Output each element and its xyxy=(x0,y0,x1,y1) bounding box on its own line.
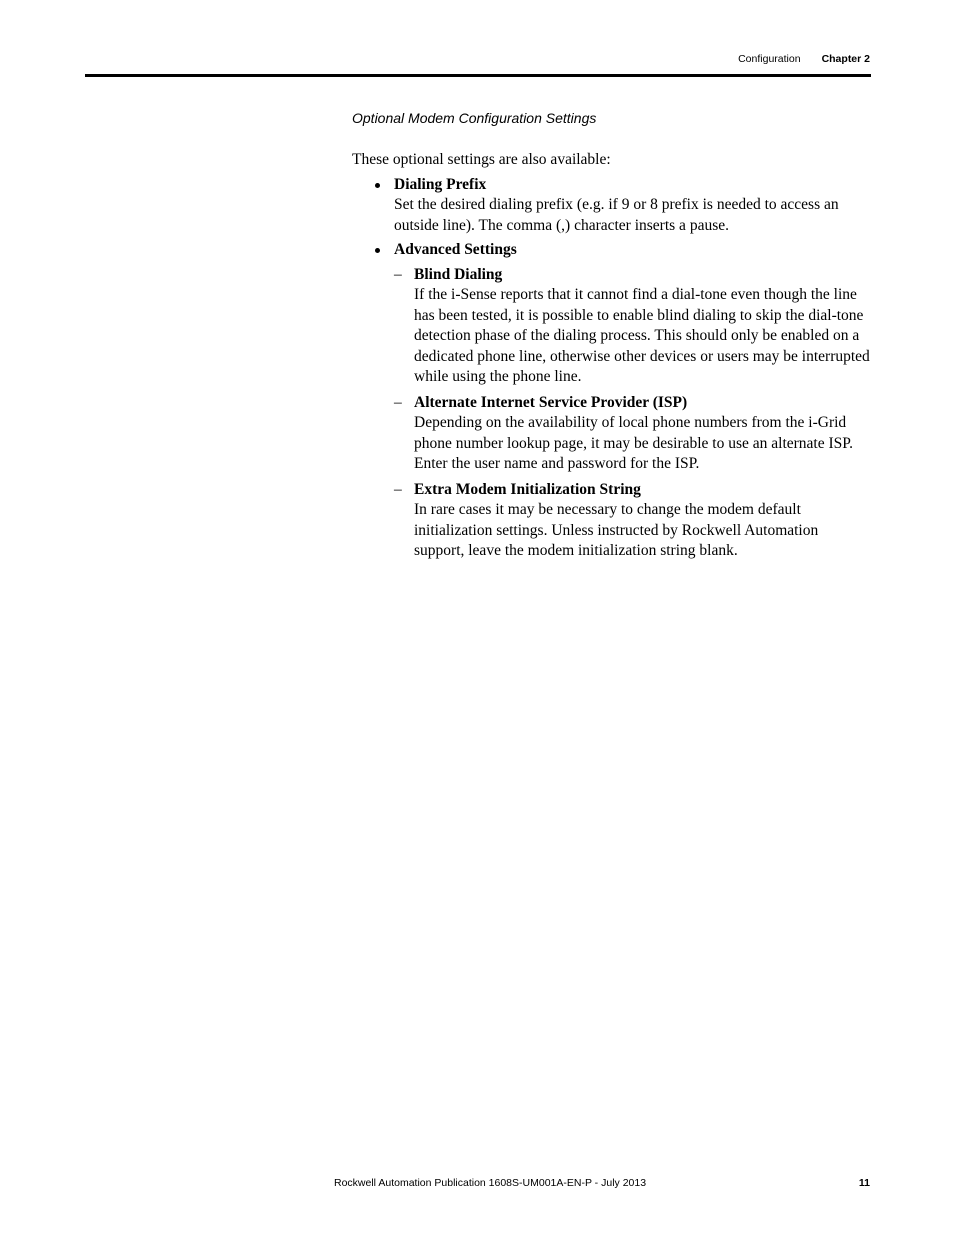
running-header xyxy=(738,53,870,65)
item-title: Advanced Settings xyxy=(394,241,517,258)
subitem-title: Alternate Internet Service Provider (ISP) xyxy=(414,393,688,411)
subitem-text: If the i-Sense reports that it cannot find a dial-tone even though the line has been tested, it is possible to enable blind dialing to skip the dial-tone detection phase of the dialing process. This should only be enabled on a dedicated phone line, otherwise other devices or users may be interrupted while using the phone line. xyxy=(414,286,870,385)
publication-info: Rockwell Automation Publication 1608S-UM001A-EN-P - July 2013 xyxy=(334,1177,647,1189)
header-section: Configuration xyxy=(738,53,801,65)
header-chapter: Chapter 2 xyxy=(821,53,870,65)
sublist-item-blind-dialing xyxy=(394,265,872,388)
list-item-dialing-prefix xyxy=(352,175,872,237)
intro-paragraph: These optional settings are also available: xyxy=(352,151,611,168)
dash-icon: – xyxy=(394,393,402,411)
item-title: Dialing Prefix xyxy=(394,175,487,193)
sublist-item-alternate-isp xyxy=(394,393,872,475)
item-text: Set the desired dialing prefix (e.g. if 9 or 8 prefix is needed to access an outside line). The comma (,) character inserts a pause. xyxy=(394,196,839,234)
header-rule xyxy=(85,74,871,77)
section-title: Optional Modem Configuration Settings xyxy=(352,110,597,126)
settings-list xyxy=(352,175,872,562)
bullet-icon xyxy=(375,183,380,188)
list-item-advanced-settings xyxy=(352,240,872,562)
page-number: 11 xyxy=(858,1177,870,1189)
subitem-text: In rare cases it may be necessary to change the modem default initialization settings. Unless instructed by Rockwell Automation support, leave the modem initialization string blank. xyxy=(414,501,819,559)
advanced-settings-sublist xyxy=(394,265,872,562)
subitem-text: Depending on the availability of local phone numbers from the i-Grid phone number lookup page, it may be desirable to use an alternate ISP. Enter the user name and password for the ISP. xyxy=(414,414,854,472)
dash-icon: – xyxy=(394,265,402,283)
sublist-item-extra-modem-init xyxy=(394,480,872,562)
subitem-title: Blind Dialing xyxy=(414,265,503,283)
subitem-title: Extra Modem Initialization String xyxy=(414,480,641,498)
main-content xyxy=(352,108,872,567)
bullet-icon xyxy=(375,248,380,253)
dash-icon: – xyxy=(394,480,402,498)
